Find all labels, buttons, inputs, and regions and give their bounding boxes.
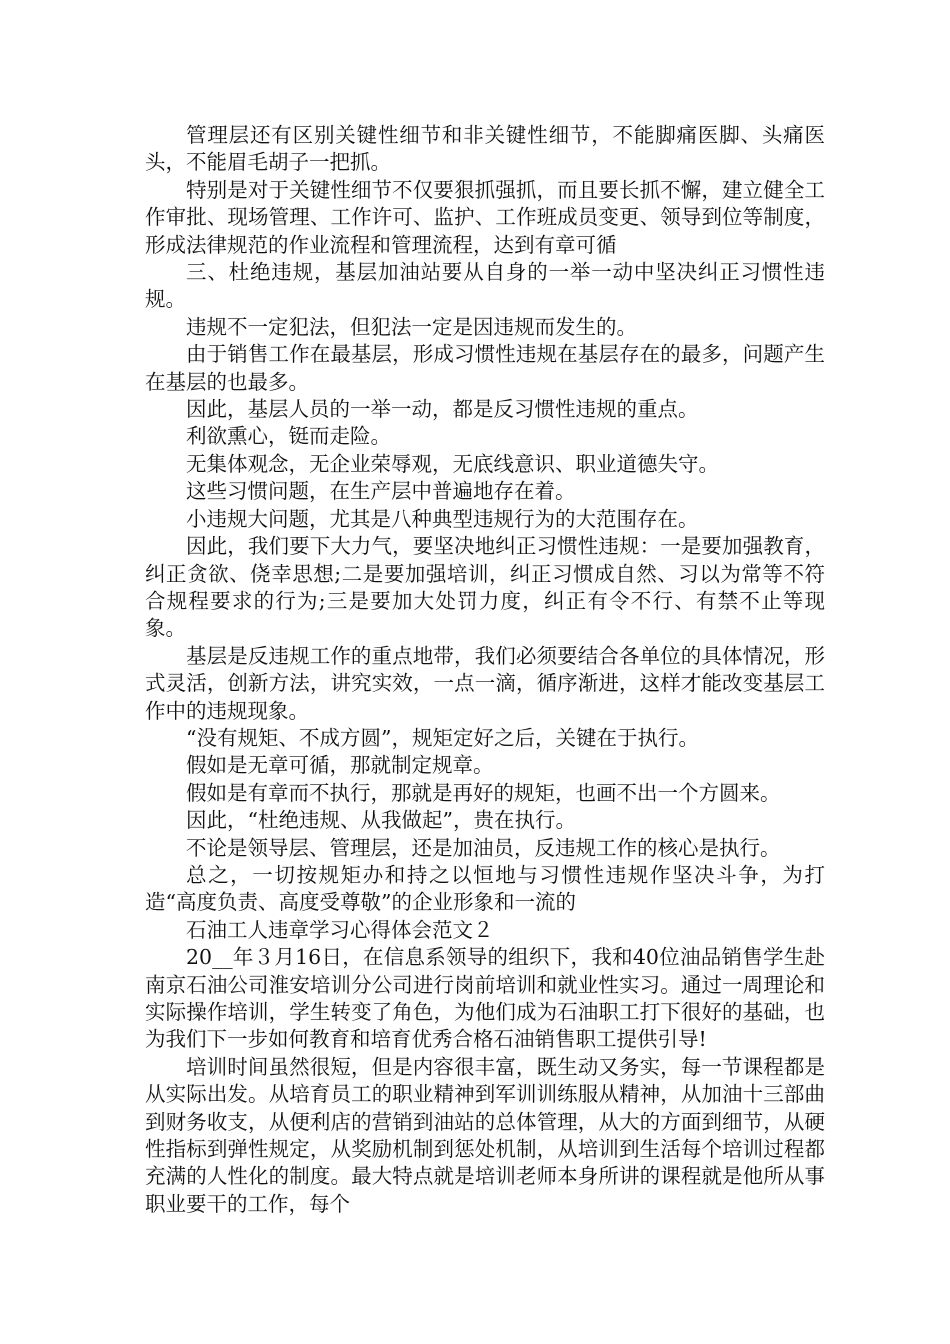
article-title: 石油工人违章学习心得体会范文２ (186, 917, 494, 942)
paragraph: 特别是对于关键性细节不仅要狠抓强抓，而且要长抓不懈，建立健全工作审批、现场管理、工作许可、监护、工作班成员变更、领导到位等制度，形成法律规范的作业流程和管理流程，达到有章可循 (145, 177, 825, 257)
paragraph: 因此，“杜绝违规、从我做起”，贵在执行。 (186, 808, 576, 833)
paragraph: 培训时间虽然很短，但是内容很丰富，既生动又务实，每一节课程都是从实际出发。从培育员工的职业精神到军训训练服从精神，从加油十三部曲到财务收支，从便利店的营销到油站的总体管理，从大的方面到细节，从硬性指标到弹性规定，从奖励机制到惩处机制，从培训到生活每个培训过程都充满的人性化的制度。最大特点就是培训老师本身所讲的课程就是他所从事职业要干的工作，每个 (145, 1054, 825, 1216)
section-heading: 三、杜绝违规，基层加油站要从自身的一举一动中坚决纠正习惯性违规。 (145, 260, 825, 312)
paragraph: 假如是有章而不执行，那就是再好的规矩，也画不出一个方圆来。 (186, 780, 781, 805)
paragraph: 由于销售工作在最基层，形成习惯性违规在基层存在的最多，问题产生在基层的也最多。 (145, 342, 825, 394)
paragraph: 不论是领导层、管理层，还是加油员，反违规工作的核心是执行。 (186, 835, 781, 860)
paragraph: 违规不一定犯法，但犯法一定是因违规而发生的。 (186, 314, 637, 339)
paragraph: 管理层还有区别关键性细节和非关键性细节，不能脚痛医脚、头痛医头，不能眉毛胡子一把抓。 (145, 123, 825, 175)
paragraph: 20__年３月16日，在信息系领导的组织下，我和40位油品销售学生赴南京石油公司淮安培训分公司进行岗前培训和就业性实习。通过一周理论和实际操作培训，学生转变了角色，为他们成为石油职工打下很好的基础，也为我们下一步如何教育和培育优秀合格石油销售职工提供引导! (145, 945, 825, 1052)
paragraph: 总之，一切按规矩办和持之以恒地与习惯性违规作坚决斗争，为打造“高度负责、高度受尊敬”的企业形象和一流的 (145, 862, 825, 915)
paragraph: 基层是反违规工作的重点地带，我们必须要结合各单位的具体情况，形式灵活，创新方法，讲究实效，一点一滴，循序渐进，这样才能改变基层工作中的违规现象。 (145, 643, 825, 723)
paragraph: 无集体观念，无企业荣辱观，无底线意识、职业道德失守。 (186, 451, 719, 476)
paragraph: 小违规大问题，尤其是八种典型违规行为的大范围存在。 (186, 506, 699, 531)
paragraph: 这些习惯问题，在生产层中普遍地存在着。 (186, 479, 576, 504)
document-page (145, 122, 825, 1218)
paragraph: “没有规矩、不成方圆”，规矩定好之后，关键在于执行。 (186, 725, 699, 750)
paragraph: 利欲熏心，铤而走险。 (186, 424, 391, 449)
paragraph: 假如是无章可循，那就制定规章。 (186, 753, 494, 778)
paragraph: 因此，基层人员的一举一动，都是反习惯性违规的重点。 (186, 397, 699, 422)
paragraph: 因此，我们要下大力气，要坚决地纠正习惯性违规：一是要加强教育，纠正贪欲、侥幸思想;二是要加强培训，纠正习惯成自然、习以为常等不符合规程要求的行为;三是要加大处罚力度，纠正有令不行、有禁不止等现象。 (145, 534, 825, 641)
